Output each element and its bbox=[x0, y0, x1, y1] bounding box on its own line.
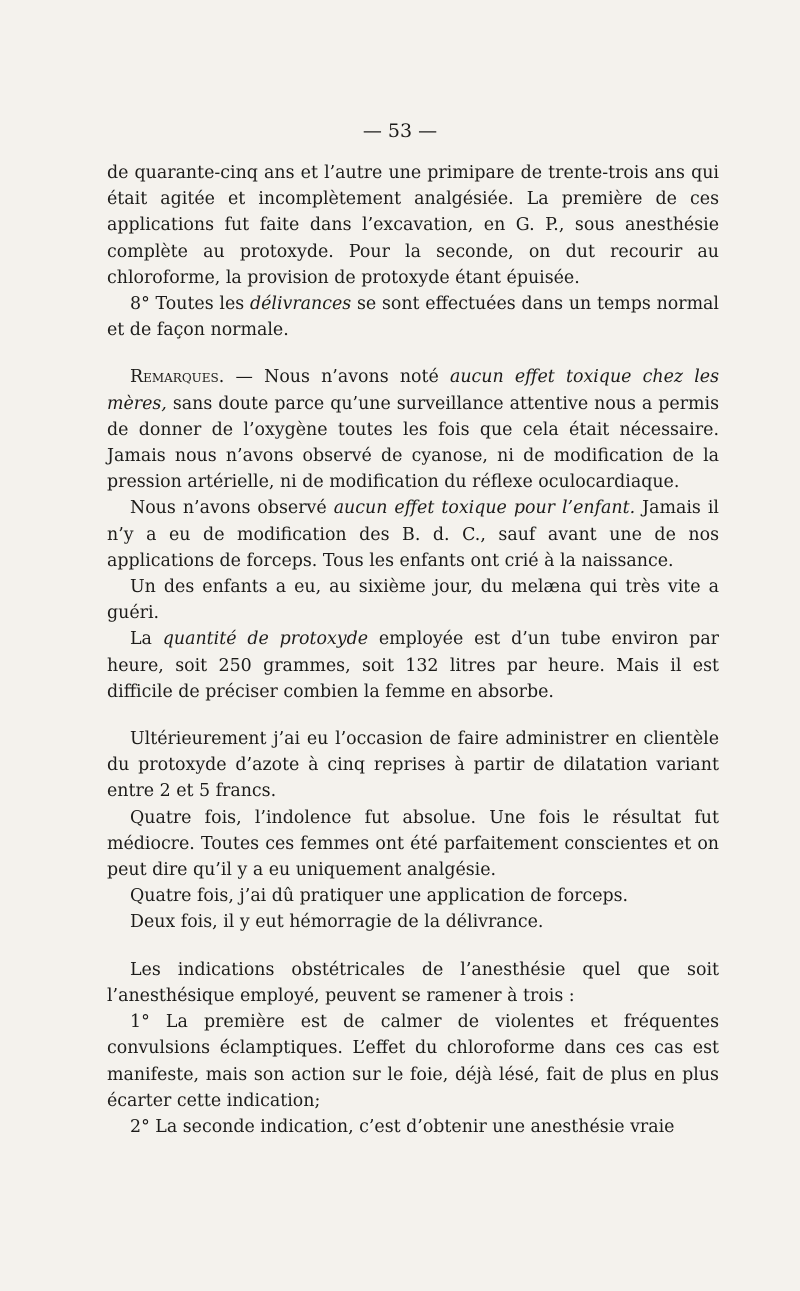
enfant-end: Jamais il n’y a eu de modification des B. d. C., sauf avant une de nos applications de forceps. Tous les enfants ont crié à la naissance. bbox=[107, 498, 719, 571]
paragraph-indication-1: 1° La première est de calmer de violentes et fréquentes convulsions éclamptiques. L’effet du chloroforme dans ces cas est manifeste, mais son action sur le foie, déjà lésé, fait de plus en plus écarter cette indication; bbox=[107, 1012, 719, 1111]
paragraph-enfant bbox=[107, 495, 719, 574]
enfant-start: Nous n’avons observé bbox=[130, 498, 334, 519]
paragraph-ulterieurement: Ultérieurement j’ai eu l’occasion de faire administrer en clientèle du protoxyde d’azote à cinq reprises à partir de dilatation variant entre 2 et 5 francs. bbox=[107, 729, 719, 802]
italic-delivrances: délivrances bbox=[249, 294, 352, 315]
paragraph-2 bbox=[107, 291, 719, 343]
body-text bbox=[107, 160, 719, 1140]
quantite-end: employée est d’un tube environ par heure, soit 250 grammes, soit 132 litres par heure. Mais il est difficile de préciser combien la femme en absorbe. bbox=[107, 629, 719, 702]
paragraph-2-start: 8° Toutes les bbox=[130, 294, 250, 315]
paragraph-quantite bbox=[107, 626, 719, 705]
paragraph-forceps: Quatre fois, j’ai dû pratiquer une application de forceps. bbox=[130, 886, 629, 907]
quantite-start: La bbox=[130, 629, 163, 650]
paragraph-remarques bbox=[107, 364, 719, 495]
paragraph-indication-2: 2° La seconde indication, c’est d’obtenir une anesthésie vraie bbox=[130, 1116, 675, 1137]
remarques-end: sans doute parce qu’une surveillance attentive nous a permis de donner de l’oxygène toutes les fois que cela était nécessaire. Jamais nous n’avons observé de cyanose, ni de modification de la pression artérielle, ni de modification du réflexe oculocardiaque. bbox=[107, 393, 719, 493]
paragraph-indications: Les indications obstétricales de l’anesthésie quel que soit l’anesthésique employé, peuvent se ramener à trois : bbox=[107, 959, 719, 1006]
page-number: — 53 — bbox=[362, 120, 438, 142]
italic-aucun-effet-enfant: aucun effet toxique pour l’enfant. bbox=[333, 498, 636, 519]
remarques-heading: Remarques. bbox=[130, 367, 225, 388]
italic-aucun-effet-meres: aucun effet toxique chez les mères, bbox=[107, 367, 720, 414]
paragraph-hemorragie: Deux fois, il y eut hémorragie de la délivrance. bbox=[130, 912, 544, 933]
remarques-start: — Nous n’avons noté bbox=[224, 367, 450, 388]
paragraph-2-end: se sont effectuées dans un temps normal et de façon normale. bbox=[107, 294, 719, 341]
italic-quantite-protoxyde: quantité de protoxyde bbox=[162, 629, 369, 650]
paragraph-melaena: Un des enfants a eu, au sixième jour, du melæna qui très vite a guéri. bbox=[107, 577, 719, 624]
paragraph-1: de quarante-cinq ans et l’autre une primipare de trente-trois ans qui était agitée et incomplètement analgésiée. La première de ces applications fut faite dans l’excavation, en G. P., sous anesthésie complète au protoxyde. Pour la seconde, on dut recourir au chloroforme, la provision de protoxyde étant épuisée. bbox=[107, 163, 719, 288]
paragraph-indolence: Quatre fois, l’indolence fut absolue. Une fois le résultat fut médiocre. Toutes ces femmes ont été parfaitement conscientes et on peut dire qu’il y a eu uniquement analgésie. bbox=[107, 807, 719, 881]
